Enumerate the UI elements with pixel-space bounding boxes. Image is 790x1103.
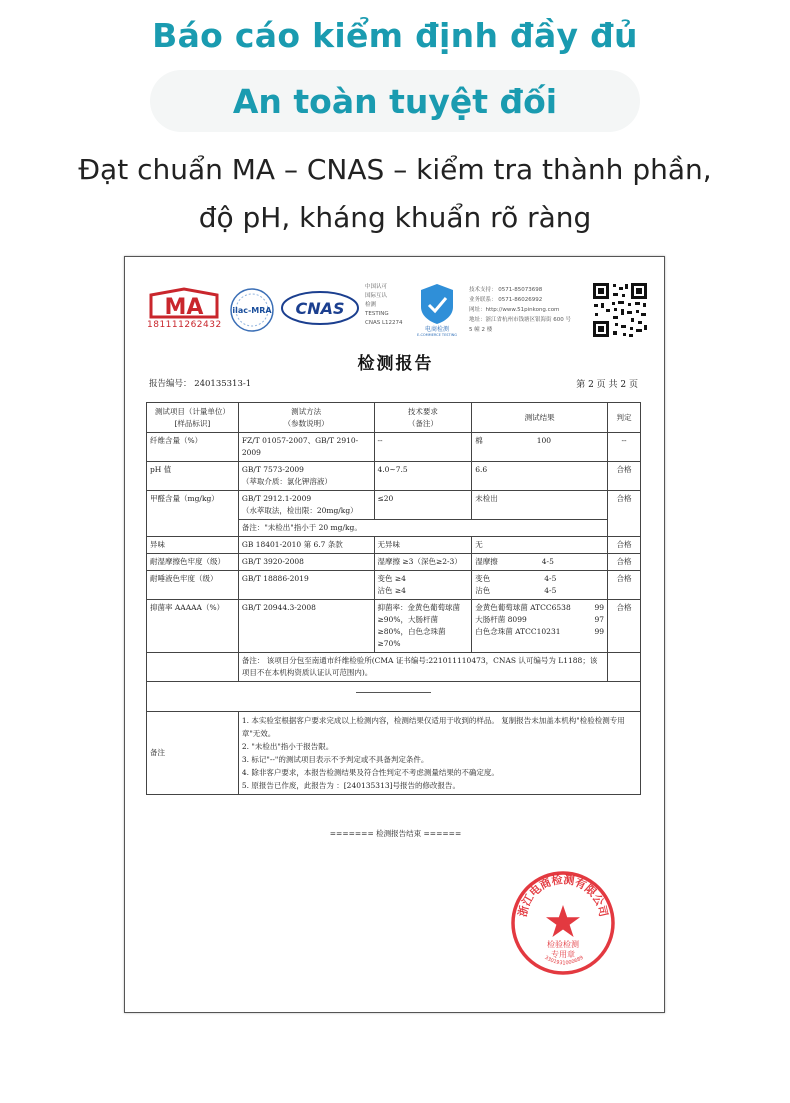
cell-method	[238, 462, 374, 491]
result-value: 97	[594, 615, 605, 624]
cnas-logo-icon	[279, 289, 361, 327]
cell-result	[472, 571, 608, 600]
headline-2: An toàn tuyệt đối	[232, 82, 558, 121]
contact-line: 网址：http://www.51pinkong.com	[469, 307, 560, 313]
result-value: 99	[594, 603, 605, 612]
divider-line	[356, 692, 431, 693]
table-row	[147, 653, 641, 682]
cell-empty	[147, 653, 239, 682]
contact-line: 业务联系： 0571-86026992	[469, 297, 543, 303]
header-req-label: 技术要求	[407, 406, 438, 416]
cnas-caption-line: 国际互认	[365, 293, 388, 299]
stamp-center-text-2: 专用章	[551, 950, 575, 959]
result-label: 沾色	[475, 586, 491, 595]
result-label: 棉	[475, 436, 483, 445]
cell-requirement: --	[374, 433, 472, 462]
stamp-ring-text: 浙江电商检测有限公司	[515, 873, 611, 919]
cell-item: 抑菌率 AAAAA（%）	[147, 600, 239, 653]
qr-code-icon	[591, 281, 649, 339]
result-value: 4-5	[544, 586, 557, 595]
cell-method: GB/T 20944.3-2008	[238, 600, 374, 653]
cell-method: GB 18401-2010 第 6.7 条款	[238, 537, 374, 554]
result-label: 变色	[475, 574, 491, 583]
report-number: 报告编号： 240135313-1	[149, 379, 252, 389]
table-row	[147, 554, 641, 571]
lab-contact-info	[469, 285, 571, 335]
headline-1: Báo cáo kiểm định đầy đủ	[152, 16, 638, 55]
cell-result: 6.6	[472, 462, 608, 491]
cell-method: GB/T 18886-2019	[238, 571, 374, 600]
cnas-caption-line: CNAS L12274	[365, 320, 403, 326]
ecom-sub: E-COMMERCE TESTING	[416, 333, 458, 337]
table-row	[147, 433, 641, 462]
subheadline	[0, 146, 790, 242]
cnas-caption-line: TESTING	[365, 311, 389, 317]
report-title: 检测报告	[357, 354, 434, 374]
cell-empty	[608, 653, 641, 682]
svg-text:ilac-MRA: ilac-MRA	[232, 306, 272, 315]
header-item	[147, 403, 239, 433]
result-value: 99	[594, 627, 605, 636]
remark-line: 3. 标记"--"的测试项目表示不予判定或不具备判定条件。	[241, 755, 429, 764]
cell-verdict: 合格	[608, 571, 641, 600]
cell-item: 耐唾液色牢度（级）	[147, 571, 239, 600]
ecom-label: 电商检测	[424, 326, 450, 333]
cell-result	[472, 554, 608, 571]
cell-result	[472, 600, 608, 653]
cell-item: pH 值	[147, 462, 239, 491]
table-row	[147, 537, 641, 554]
table-row	[147, 712, 641, 795]
remarks-label: 备注	[147, 712, 239, 795]
header-req-sub: （备注）	[407, 418, 438, 428]
header-requirement	[374, 403, 472, 433]
certification-logos	[147, 281, 647, 341]
formaldehyde-note: 备注："未检出"指小于 20 mg/kg。	[238, 520, 607, 537]
cell-method: GB/T 3920-2008	[238, 554, 374, 571]
requirement-line: 沾色 ≥4	[377, 586, 406, 595]
remarks-content	[238, 712, 640, 795]
result-label: 大肠杆菌 8099	[475, 615, 527, 624]
page-number: 第 2 页 共 2 页	[576, 380, 638, 390]
remark-line: 2. "未检出"指小于报告限。	[241, 742, 334, 751]
cell-requirement: 无异味	[374, 537, 472, 554]
cma-number: 181111262432	[147, 320, 222, 330]
cell-item: 耐湿摩擦色牢度（级）	[147, 554, 239, 571]
cell-requirement: 4.0~7.5	[374, 462, 472, 491]
method-note: （水萃取法，检出限：20mg/kg）	[241, 506, 358, 515]
cnas-caption-line: 检测	[365, 302, 377, 308]
cell-verdict: 合格	[608, 462, 641, 491]
divider-row	[147, 682, 641, 712]
subheadline-line-2: độ pH, kháng khuẩn rõ ràng	[198, 201, 592, 234]
cell-verdict: 合格	[608, 554, 641, 571]
contact-line: 技术支持： 0571-85073698	[469, 287, 543, 293]
result-label: 白色念珠菌 ATCC10231	[475, 627, 561, 636]
svg-text:MA: MA	[164, 295, 204, 320]
ecommerce-testing-shield-icon	[409, 281, 465, 337]
result-label: 金黄色葡萄球菌 ATCC6538	[475, 603, 571, 612]
header-method-label: 测试方法	[291, 406, 322, 416]
cell-requirement: ≤20	[374, 491, 472, 520]
cell-item: 甲醛含量（mg/kg）	[147, 491, 239, 537]
header-item-sub: [样品标识]	[174, 418, 211, 428]
stamp-number: 3301931000689	[543, 954, 585, 967]
cnas-caption	[365, 283, 403, 328]
table-header-row	[147, 403, 641, 433]
cell-verdict: 合格	[608, 537, 641, 554]
table-row	[147, 571, 641, 600]
method-standard: GB/T 7573-2009	[241, 465, 304, 474]
table-row	[147, 682, 641, 712]
result-value: 4-5	[544, 574, 557, 583]
remark-line: 5. 原报告已作废，此报告为 ：[240135313]号报告的修改报告。	[241, 781, 461, 790]
cell-verdict: 合格	[608, 491, 641, 537]
result-value: 100	[536, 436, 552, 445]
header-verdict: 判定	[608, 403, 641, 433]
remark-line: 1. 本实验室根据客户要求完成以上检测内容，检测结果仅适用于收到的样品。 复制报告未加盖本机构"检验检测专用章"无效。	[241, 716, 625, 738]
table-row	[147, 462, 641, 491]
report-end-marker: ======= 检测报告结束 ======	[329, 829, 462, 838]
table-row	[147, 600, 641, 653]
cell-verdict: 合格	[608, 600, 641, 653]
cell-method: FZ/T 01057-2007、GB/T 2910-2009	[238, 433, 374, 462]
cell-result: 未检出	[472, 491, 608, 520]
requirement-line: 变色 ≥4	[377, 574, 406, 583]
stamp-center-text: 检验检测	[547, 940, 579, 949]
header-result: 测试结果	[472, 403, 608, 433]
test-report-document	[124, 256, 665, 1013]
result-label: 湿摩擦	[475, 557, 498, 566]
official-seal-stamp	[509, 869, 617, 977]
cell-method	[238, 491, 374, 520]
remark-line: 4. 除非客户要求，本报告检测结果及符合性判定不考虑测量结果的不确定度。	[241, 768, 499, 777]
cnas-caption-line: 中国认可	[365, 284, 388, 290]
contact-line: 5 幢 2 楼	[469, 327, 493, 333]
header-method-sub: （参数说明）	[283, 418, 329, 428]
table-row	[147, 491, 641, 520]
cell-item: 纤维含量（%）	[147, 433, 239, 462]
cell-requirement: 湿摩擦 ≥3（深色≥2-3）	[374, 554, 472, 571]
method-note: （萃取介质：氯化钾溶液）	[241, 477, 332, 486]
contact-line: 地址：浙江省杭州市钱塘区银海街 600 号	[469, 317, 571, 323]
cell-requirement: 抑菌率：金黄色葡萄球菌≥90%，大肠杆菌≥80%，白色念珠菌≥70%	[374, 600, 472, 653]
header-method	[238, 403, 374, 433]
subheadline-line-1: Đạt chuẩn MA – CNAS – kiểm tra thành phần,	[78, 153, 712, 186]
subcontract-note: 备注： 该项目分包至南通市纤维检验所(CMA 证书编号:221011110473，CNAS 认可编号为 L1188；该项目不在本机构资质认证认可范围内)。	[238, 653, 607, 682]
header-item-label: 测试项目（计量单位）	[154, 406, 230, 416]
cell-result: 无	[472, 537, 608, 554]
cell-requirement	[374, 571, 472, 600]
method-standard: GB/T 2912.1-2009	[241, 494, 312, 503]
results-table	[146, 402, 641, 795]
ilac-mra-icon	[229, 287, 275, 333]
cell-item: 异味	[147, 537, 239, 554]
svg-text:CNAS: CNAS	[295, 299, 345, 318]
result-value: 4-5	[541, 557, 554, 566]
cell-verdict: --	[608, 433, 641, 462]
cell-result	[472, 433, 608, 462]
